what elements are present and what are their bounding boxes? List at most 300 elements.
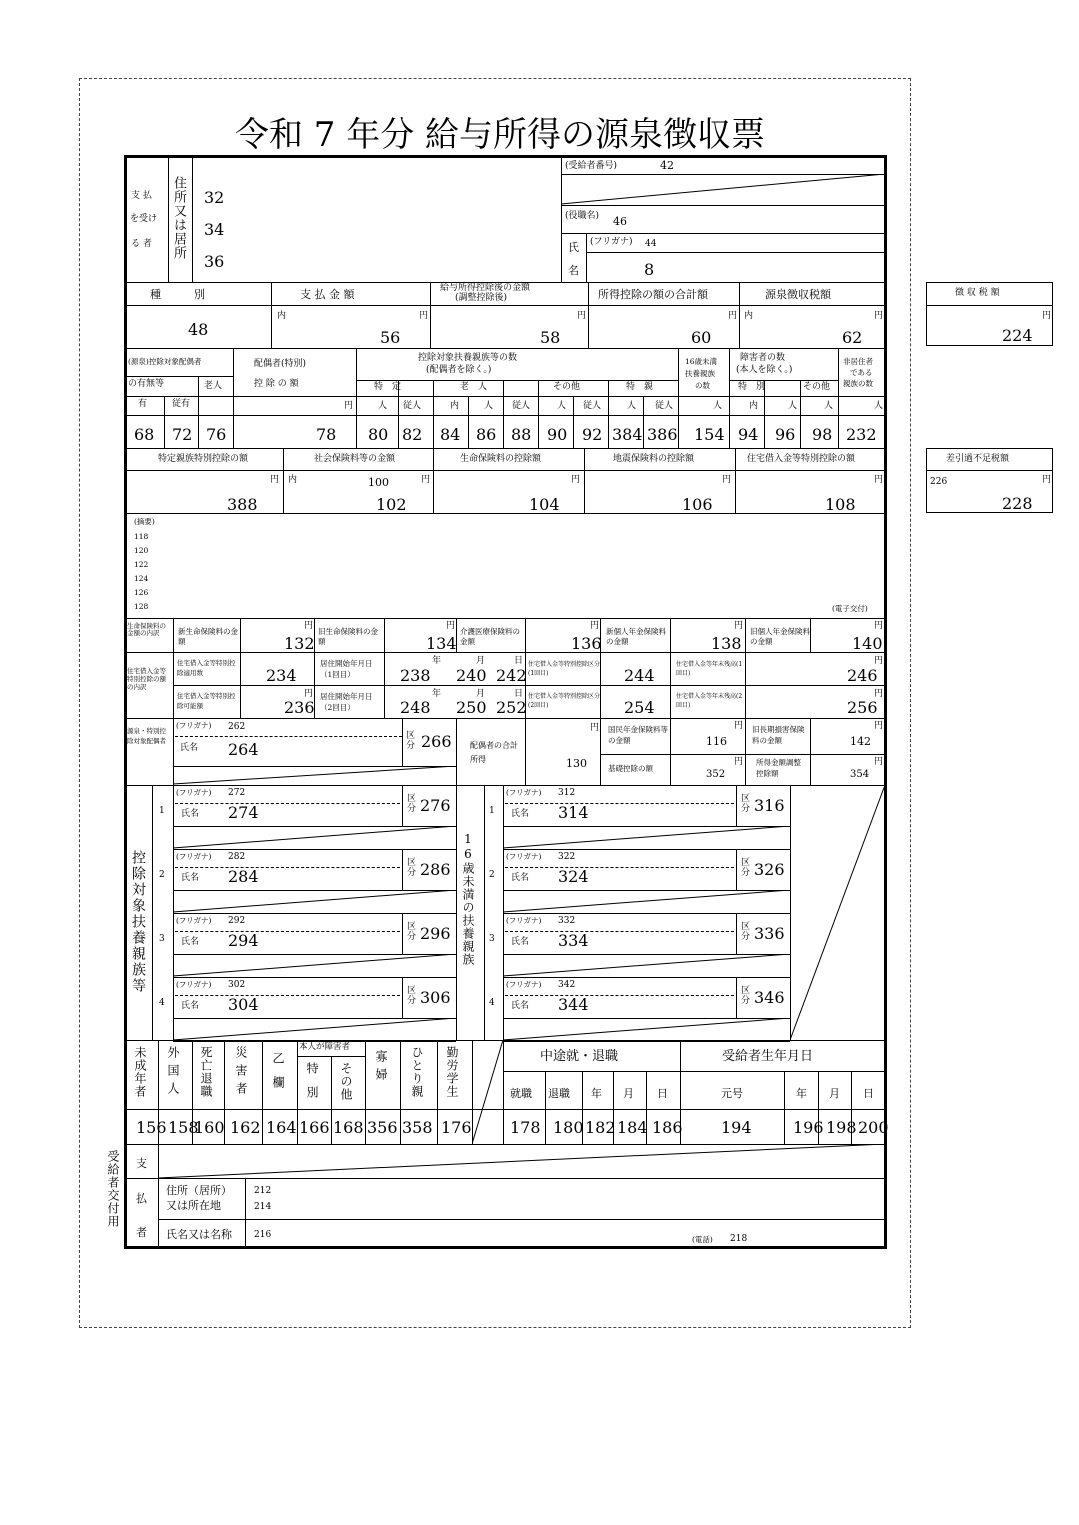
spouse-yen: 円 [590, 723, 600, 733]
house-kubun2-label: 住宅借入金等特別控除区分(2回目) [528, 693, 601, 709]
bottom-flag-value: 178 [510, 1118, 541, 1137]
dep-furigana: 322 [558, 852, 576, 862]
house-tekiyou-value: 234 [266, 666, 297, 685]
spouse-kubun-label: 区分 [404, 730, 414, 750]
spouse-name: 264 [228, 740, 259, 759]
payer-addr-label: 住所（居所） [166, 1184, 232, 1197]
dep-no: 2 [159, 870, 165, 880]
kyuchoki-yen: 円 [874, 721, 884, 731]
spouse-rojin: 老人 [204, 381, 223, 391]
life-kyunen-label: 旧個人年金保険料の金額 [750, 627, 810, 646]
ins-value-d: 106 [682, 495, 713, 514]
spouse-furigana-label: (フリガナ) [176, 721, 212, 730]
dep-kubun: 296 [420, 924, 451, 943]
deps-label: 控除対象扶養親族等 [130, 850, 146, 994]
flag-honnin: 本人が障害者 [299, 1042, 351, 1052]
bottom-flag-value: 156 [136, 1118, 167, 1137]
payer-addr-label-2: 又は所在地 [166, 1199, 221, 1212]
house-yen: 円 [304, 689, 314, 699]
life-yen: 円 [304, 621, 314, 631]
dep-no: 3 [159, 934, 165, 944]
recipient-number: 42 [660, 159, 674, 172]
kokumin-yen: 円 [734, 721, 744, 731]
spouse-ded-label: 配偶者(特別) [254, 359, 307, 369]
balance-tax-code: 226 [930, 477, 948, 487]
life-yen: 円 [590, 621, 600, 631]
yen-1: 円 [419, 311, 429, 321]
kiso-value: 352 [706, 769, 726, 780]
dep-name: 274 [228, 803, 259, 822]
value-deduct: 60 [691, 328, 712, 347]
dep-kubun-label: 区分 [405, 985, 415, 1005]
flag-widow: 寡婦 [374, 1050, 388, 1086]
ins-header-e: 住宅借入金等特別控除の額 [747, 454, 856, 464]
dep-no: 4 [159, 998, 165, 1008]
dep-name: 294 [228, 931, 259, 950]
life-yen: 円 [446, 621, 456, 631]
house-date1-label: 居住開始年月日（1回目） [320, 659, 373, 679]
dep-name: 344 [558, 995, 589, 1014]
u16-label-3: の数 [695, 381, 710, 390]
dep-value: 78 [316, 425, 337, 444]
dep-name: 304 [228, 995, 259, 1014]
sonota-label: その他 [553, 382, 581, 392]
unit-j2-1: 従人 [403, 401, 422, 411]
dep-value: 90 [547, 425, 568, 444]
payer-tel: 218 [730, 1234, 748, 1244]
dep-furigana: 302 [228, 980, 246, 990]
u16-deps-label: 16歳未満の扶養親族 [461, 832, 475, 966]
house-kanou-value: 236 [284, 698, 315, 717]
dep-kubun: 276 [420, 796, 451, 815]
house-y2: 248 [400, 698, 431, 717]
dep-furigana: 272 [228, 788, 246, 798]
dep-furigana-label: (フリガナ) [506, 916, 542, 925]
ins-yen-a: 円 [270, 475, 280, 485]
ins-value-a: 388 [227, 495, 258, 514]
house-m1: 240 [456, 666, 487, 685]
dep-furigana-label: (フリガナ) [176, 788, 212, 797]
address-line-1: 32 [204, 188, 225, 207]
address-line-3: 36 [204, 252, 225, 271]
unit-nin-7: 人 [824, 401, 834, 411]
spouse-label: 源泉・特別控除対象配偶者 [127, 727, 166, 745]
flag-minor: 未成年者 [133, 1046, 147, 1098]
remarks-line: 120 [134, 546, 149, 555]
dep-furigana: 292 [228, 916, 246, 926]
collected-tax-label: 徴 収 税 額 [955, 288, 1000, 298]
header-type: 種 別 [150, 288, 205, 301]
house-hi: 日 [514, 689, 524, 699]
ins-yen-b: 円 [421, 475, 431, 485]
dep-value: 80 [368, 425, 389, 444]
ins-value-e: 108 [825, 495, 856, 514]
unit-u: 有 [138, 399, 148, 409]
house-y1: 238 [400, 666, 431, 685]
kokumin-label: 国民年金保険料等の金額 [608, 725, 668, 746]
remarks-line: 128 [134, 602, 149, 611]
ins-header-b: 社会保険料等の金額 [314, 454, 396, 464]
unit-nin-2: 人 [484, 401, 494, 411]
dep-kubun-label: 区分 [739, 793, 749, 813]
yen-3: 円 [728, 311, 738, 321]
dep-kubun: 286 [420, 860, 451, 879]
life-shin-value: 132 [284, 634, 315, 653]
dep-kubun: 316 [754, 796, 785, 815]
unit-uchi-2: 内 [749, 401, 759, 411]
chosei-value: 354 [850, 769, 870, 780]
bottom-flag-value: 184 [617, 1118, 648, 1137]
bottom-flag-value: 164 [266, 1118, 297, 1137]
dep-value: 82 [402, 425, 423, 444]
header-tax: 源泉徴収税額 [765, 288, 831, 301]
bottom-flag-value: 166 [299, 1118, 330, 1137]
bottom-flag-value: 186 [652, 1118, 683, 1137]
house-zan2-label: 住宅借入金等年末残高(2回目) [676, 693, 743, 709]
dep-name: 334 [558, 931, 589, 950]
dep-value: 94 [738, 425, 759, 444]
unit-j2-3: 従人 [583, 401, 602, 411]
unit-j: 従有 [172, 399, 191, 409]
house-d2: 252 [496, 698, 527, 717]
dep-value: 72 [172, 425, 193, 444]
kiso-label: 基礎控除の額 [608, 764, 653, 773]
house-yen: 円 [874, 656, 884, 666]
house-kanou-label: 住宅借入金等特別控除可能額 [177, 692, 236, 710]
birth-label: 受給者生年月日 [722, 1049, 814, 1064]
flag-foreign: 外国人 [166, 1046, 180, 1100]
value-type: 48 [188, 320, 209, 339]
house-tsuki: 月 [476, 656, 486, 666]
remarks-label: (摘要) [134, 517, 155, 526]
address-line-2: 34 [204, 220, 225, 239]
dep-value: 232 [846, 425, 877, 444]
dep-name: 284 [228, 867, 259, 886]
flag-otsu: 乙欄 [271, 1052, 285, 1100]
remarks-line: 118 [134, 532, 149, 541]
dep-furigana: 332 [558, 916, 576, 926]
ins-value-b-sub: 100 [368, 476, 389, 489]
bottom-flag-value: 162 [230, 1118, 261, 1137]
dep-furigana: 342 [558, 980, 576, 990]
bottom-flag-value: 196 [793, 1118, 824, 1137]
yen-2: 円 [577, 311, 587, 321]
position-label: (役職名) [565, 211, 600, 221]
life-kyu-value: 134 [426, 634, 457, 653]
hikyo-label-3: 親族の数 [843, 379, 873, 388]
dep-value: 98 [812, 425, 833, 444]
payer-shi: 支 [136, 1157, 147, 1170]
dep-kubun: 306 [420, 988, 451, 1007]
etax-label: (電子交付) [832, 604, 868, 613]
flag-single-parent: ひとり親 [410, 1046, 424, 1098]
unit-j2-2: 従人 [512, 401, 531, 411]
dep-name-label: 氏名 [181, 937, 200, 947]
house-d1: 242 [496, 666, 527, 685]
house-kubun1-label: 住宅借入金等特別控除区分(1回目) [528, 661, 601, 677]
bottom-flag-value: 200 [858, 1118, 889, 1137]
dep-name-label: 氏名 [511, 873, 530, 883]
remarks-line: 124 [134, 574, 149, 583]
tai-label: 退職 [548, 1087, 570, 1100]
shogai-sonota: その他 [803, 382, 831, 392]
flag-death: 死亡退職 [199, 1046, 213, 1098]
life-nenkin-value: 138 [711, 634, 742, 653]
ins-header-a: 特定親族特別控除の額 [158, 454, 249, 464]
spouse-ded-label-2: 控 除 の 額 [254, 379, 299, 389]
recipient-name: 8 [644, 260, 655, 279]
house-tekiyou-label: 住宅借入金等特別控除適用数 [177, 659, 236, 677]
dep-name-label: 氏名 [181, 873, 200, 883]
shogai-label-2: (本人を除く。) [736, 365, 793, 375]
unit-yen: 円 [344, 401, 354, 411]
payer-name-label: 氏名又は名称 [166, 1228, 232, 1241]
flag-toku: 特別 [305, 1062, 319, 1110]
life-label: 生命保険料の金額の内訳 [127, 622, 166, 638]
recipient-side-label-1: 支 払 [131, 191, 152, 201]
house-zan1-label: 住宅借入金等年末残高(1回目) [676, 661, 743, 677]
house-hi: 日 [514, 656, 524, 666]
collected-tax-value: 224 [1002, 326, 1033, 345]
recipient-number-label: (受給者番号) [565, 161, 618, 171]
shogai-tokubetsu: 特 別 [738, 382, 766, 392]
dep-kubun-label: 区分 [405, 793, 415, 813]
name-label-2: 名 [568, 264, 579, 277]
value-after: 58 [540, 328, 561, 347]
spouse-furigana: 262 [228, 722, 246, 732]
bottom-flag-value: 180 [553, 1118, 584, 1137]
dep-name: 314 [558, 803, 589, 822]
furigana-label: (フリガナ) [590, 237, 633, 247]
life-kyu-label: 旧生命保険料の金額 [318, 627, 378, 646]
balance-tax-label: 差引過不足税額 [946, 454, 1010, 464]
dep-name: 324 [558, 867, 589, 886]
depcount-label: 控除対象扶養親族等の数 [418, 353, 518, 363]
bottom-flag-value: 358 [402, 1118, 433, 1137]
dep-furigana-label: (フリガナ) [506, 788, 542, 797]
kyuchoki-value: 142 [850, 735, 871, 748]
unit-nin-5: 人 [713, 401, 723, 411]
bottom-flag-value: 168 [333, 1118, 364, 1137]
house-kubun2-value: 254 [624, 698, 655, 717]
house-kubun1-value: 244 [624, 666, 655, 685]
payer-side-label: 受給者交付用 [106, 1150, 120, 1228]
value-tax: 62 [842, 328, 863, 347]
dep-kubun-label: 区分 [739, 985, 749, 1005]
hikyo-label-2: である [850, 368, 873, 377]
furigana: 44 [645, 239, 657, 249]
dep-value: 386 [647, 425, 678, 444]
u16-label-2: 扶養親族 [685, 369, 715, 378]
dep-name-label: 氏名 [511, 1001, 530, 1011]
dep-value: 88 [511, 425, 532, 444]
value-pay: 56 [380, 328, 401, 347]
payer-bara: 払 [136, 1192, 147, 1205]
name-label: 氏 [568, 241, 579, 254]
dep-furigana-label: (フリガナ) [506, 852, 542, 861]
dep-value: 384 [612, 425, 643, 444]
bottom-flag-value: 158 [168, 1118, 199, 1137]
ins-sub-b: 内 [288, 475, 298, 485]
rojin-label: 老 人 [460, 382, 488, 392]
flag-student: 勤労学生 [445, 1046, 459, 1098]
flag-disaster: 災害者 [234, 1046, 248, 1100]
remarks-line: 126 [134, 588, 149, 597]
house-yen: 円 [874, 689, 884, 699]
tax-sub: 内 [744, 311, 754, 321]
house-zan2-value: 256 [847, 698, 878, 717]
payer-addr-2: 214 [254, 1202, 272, 1212]
life-kaigo-value: 136 [571, 634, 602, 653]
dep-kubun: 336 [754, 924, 785, 943]
dep-no: 4 [489, 998, 495, 1008]
bottom-flag-value: 182 [585, 1118, 616, 1137]
tokubetsu-label: 特 親 [626, 382, 654, 392]
payer-addr-1: 212 [254, 1186, 272, 1196]
chosei-yen: 円 [874, 757, 884, 767]
spouse-kubun: 266 [421, 732, 452, 751]
shogai-label: 障害者の数 [740, 353, 786, 363]
header-pay: 支 払 金 額 [300, 288, 355, 301]
spouse-umu: の有無等 [128, 379, 165, 389]
bottom-flag-value: 160 [194, 1118, 225, 1137]
payer-tel-label: (電話) [692, 1235, 713, 1244]
header-deduct: 所得控除の額の合計額 [598, 288, 708, 301]
bottom-flag-value: 356 [367, 1118, 398, 1137]
birth-nen: 年 [796, 1087, 807, 1100]
ins-value-b: 102 [376, 495, 407, 514]
spouse-name-label: 氏名 [180, 743, 199, 753]
dep-no: 3 [489, 934, 495, 944]
form-title: 令和 7 年分 給与所得の源泉徴収票 [235, 115, 766, 155]
payer-name: 216 [254, 1230, 272, 1240]
dep-kubun-label: 区分 [739, 857, 749, 877]
unit-j2-4: 従人 [655, 401, 674, 411]
dep-value: 96 [775, 425, 796, 444]
dep-name-label: 氏名 [181, 1001, 200, 1011]
kiso-yen: 円 [734, 757, 744, 767]
dep-kubun-label: 区分 [405, 857, 415, 877]
dep-name-label: 氏名 [181, 809, 200, 819]
recipient-side-label-3: る 者 [131, 239, 152, 249]
birth-tsuki: 月 [829, 1087, 840, 1100]
ins-header-c: 生命保険料の控除額 [460, 454, 542, 464]
dep-kubun: 346 [754, 988, 785, 1007]
pay-sub: 内 [277, 311, 287, 321]
life-yen: 円 [734, 621, 744, 631]
spouse-gokei-value: 130 [566, 757, 587, 770]
dep-name-label: 氏名 [511, 809, 530, 819]
house-date2-label: 居住開始年月日（2回目） [320, 692, 373, 712]
spouse-gokei-label: 配偶者の合計所得 [470, 741, 518, 764]
ins-value-c: 104 [529, 495, 560, 514]
dep-value: 92 [582, 425, 603, 444]
dep-no: 1 [489, 806, 495, 816]
birth-hi: 日 [863, 1087, 874, 1100]
life-kyunen-value: 140 [852, 634, 883, 653]
house-nen: 年 [432, 656, 442, 666]
bottom-flag-value: 176 [441, 1118, 472, 1137]
bottom-flag-value: 194 [721, 1118, 752, 1137]
dep-furigana: 282 [228, 852, 246, 862]
house-label: 住宅借入金等特別控除の額の内訳 [127, 667, 166, 691]
dep-no: 2 [489, 870, 495, 880]
shu-label: 就職 [510, 1087, 532, 1100]
chuto-tsuki: 月 [623, 1087, 634, 1100]
life-yen: 円 [874, 621, 884, 631]
address-label: 住所又は居所 [171, 176, 186, 260]
dep-kubun-label: 区分 [739, 921, 749, 941]
life-nenkin-label: 新個人年金保険料の金額 [606, 627, 666, 646]
payer-sha: 者 [136, 1226, 147, 1239]
house-m2: 250 [456, 698, 487, 717]
dep-name-label: 氏名 [511, 937, 530, 947]
dep-value: 154 [694, 425, 725, 444]
unit-nin-8: 人 [874, 401, 884, 411]
unit-nin-1: 人 [378, 401, 388, 411]
chuto-label: 中途就・退職 [540, 1049, 619, 1064]
chuto-hi: 日 [657, 1087, 668, 1100]
dep-furigana-label: (フリガナ) [176, 916, 212, 925]
chuto-nen: 年 [591, 1087, 602, 1100]
flag-sono: その他 [339, 1062, 353, 1101]
dep-furigana: 312 [558, 788, 576, 798]
dep-kubun: 326 [754, 860, 785, 879]
ins-header-d: 地震保険料の控除額 [613, 454, 695, 464]
position: 46 [613, 215, 627, 228]
kokumin-value: 116 [706, 735, 727, 748]
dep-furigana-label: (フリガナ) [176, 980, 212, 989]
hikyo-label: 非居住者 [843, 357, 873, 366]
remarks-line: 122 [134, 560, 149, 569]
balance-tax-yen: 円 [1042, 475, 1052, 485]
dep-value: 68 [134, 425, 155, 444]
dep-furigana-label: (フリガナ) [506, 980, 542, 989]
recipient-side-label-2: を受け [130, 214, 158, 224]
unit-nin-4: 人 [627, 401, 637, 411]
dep-value: 84 [440, 425, 461, 444]
spouse-label: (源泉)控除対象配偶者 [128, 357, 202, 366]
unit-nin-6: 人 [788, 401, 798, 411]
ins-yen-c: 円 [571, 475, 581, 485]
life-kaigo-label: 介護医療保険料の金額 [460, 627, 520, 646]
tokutei-label: 特 定 [374, 382, 402, 392]
dep-value: 86 [476, 425, 497, 444]
house-nen: 年 [432, 689, 442, 699]
unit-uchi-1: 内 [450, 401, 460, 411]
dep-no: 1 [159, 806, 165, 816]
header-after: 給与所得控除後の金額 [440, 283, 531, 293]
bottom-flag-value: 198 [826, 1118, 857, 1137]
depcount-label-2: (配偶者を除く。) [426, 365, 492, 375]
house-tsuki: 月 [476, 689, 486, 699]
ins-yen-e: 円 [874, 475, 884, 485]
collected-tax-yen: 円 [1042, 311, 1052, 321]
balance-tax-value: 228 [1002, 494, 1033, 513]
yen-4: 円 [874, 311, 884, 321]
house-zan1-value: 246 [847, 666, 878, 685]
u16-label: 16歳未満 [685, 357, 718, 366]
header-after-2: (調整控除後) [455, 293, 508, 303]
dep-furigana-label: (フリガナ) [176, 852, 212, 861]
chosei-label: 所得金額調整控除額 [756, 758, 801, 778]
life-shin-label: 新生命保険料の金額 [178, 627, 238, 646]
unit-nin-3: 人 [557, 401, 567, 411]
dep-value: 76 [206, 425, 227, 444]
dep-kubun-label: 区分 [405, 921, 415, 941]
gengo-label: 元号 [721, 1087, 743, 1100]
ins-yen-d: 円 [722, 475, 732, 485]
